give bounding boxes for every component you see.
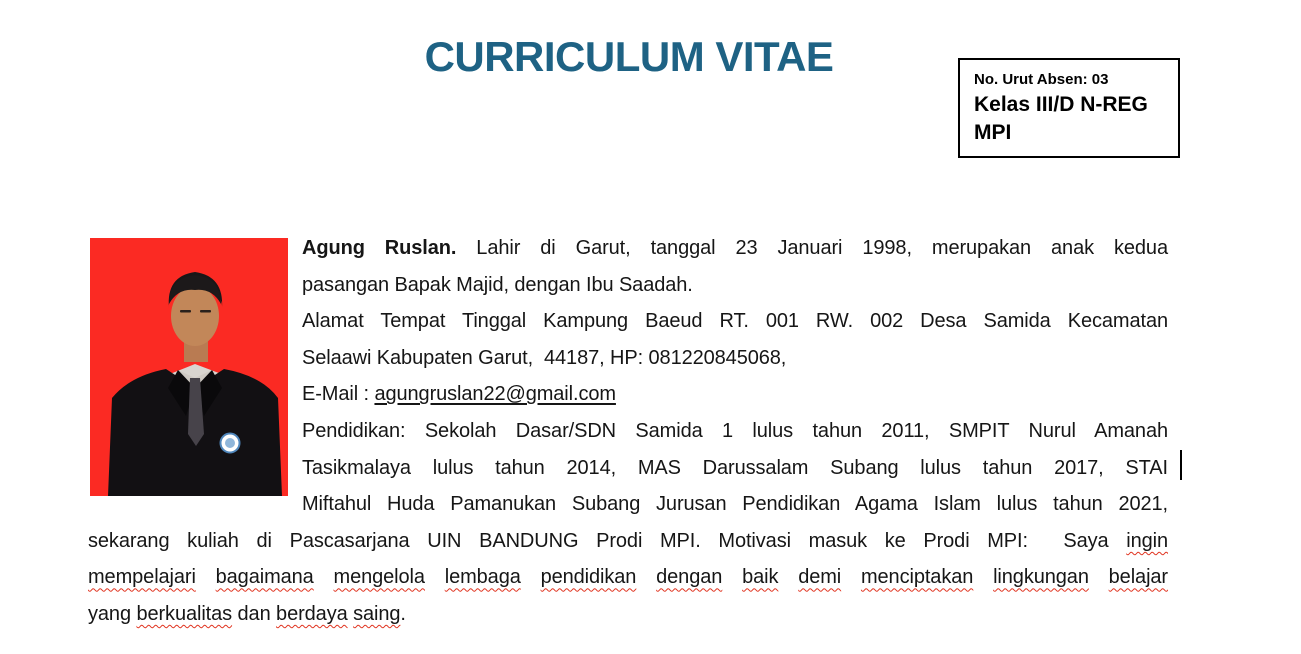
email-text: agungruslan22@gmail.com	[374, 383, 616, 406]
class-info-box	[958, 58, 1180, 158]
body-line	[88, 562, 1168, 598]
text-segment	[973, 566, 993, 588]
text-segment: Alamat Tempat Tinggal Kampung Baeud RT. 001 RW. 002 Desa Samida Kecamatan	[302, 310, 1168, 333]
misspelled-word: belajar	[1108, 566, 1168, 589]
profile-photo	[90, 238, 288, 496]
misspelled-word: pendidikan	[540, 566, 637, 589]
text-segment	[636, 566, 656, 588]
misspelled-word: demi	[798, 566, 842, 589]
body-line	[88, 599, 1168, 635]
portrait-photo-image	[90, 238, 288, 496]
text-segment: Agung Ruslan.	[302, 237, 457, 259]
program-name: MPI	[974, 121, 1012, 144]
text-segment: E-Mail :	[302, 383, 375, 406]
text-segment: Miftahul Huda Pamanukan Subang Jurusan Pendidikan Agama Islam lulus tahun 2021,	[302, 493, 1168, 516]
text-segment: pasangan Bapak Majid, dengan Ibu Saadah.	[302, 273, 693, 296]
text-segment	[314, 566, 334, 588]
misspelled-word: berkualitas	[136, 603, 233, 625]
body-line	[302, 343, 1168, 379]
body-line	[88, 526, 1168, 562]
class-name: Kelas III/D N-REG	[974, 93, 1148, 116]
body-line	[302, 306, 1168, 342]
text-segment: Tasikmalaya lulus tahun 2014, MAS Darussalam Subang lulus tahun 2017, STAI	[302, 456, 1168, 479]
text-segment: .	[400, 603, 406, 625]
body-line	[302, 489, 1168, 525]
misspelled-word: dengan	[656, 566, 723, 589]
misspelled-word: saing	[353, 603, 401, 625]
body-line	[302, 416, 1168, 452]
misspelled-word: bagaimana	[215, 566, 314, 589]
page-title: CURRICULUM VITAE	[424, 33, 834, 80]
misspelled-word: lingkungan	[993, 566, 1089, 589]
text-segment	[196, 566, 216, 588]
body-line	[302, 453, 1168, 489]
text-segment	[778, 566, 798, 588]
text-segment: Selaawi Kabupaten Garut, 44187, HP: 081220845068,	[302, 346, 787, 369]
text-segment	[1089, 566, 1109, 588]
text-segment	[722, 566, 742, 588]
text-segment: yang	[88, 603, 137, 625]
misspelled-word: mempelajari	[88, 566, 196, 589]
body-line	[302, 379, 1168, 415]
attendance-number: No. Urut Absen: 03	[974, 71, 1109, 88]
misspelled-word: ingin	[1126, 529, 1168, 552]
text-segment	[841, 566, 861, 588]
misspelled-word: mengelola	[333, 566, 425, 589]
misspelled-word: menciptakan	[860, 566, 974, 589]
misspelled-word: berdaya	[276, 603, 348, 625]
body-line	[302, 233, 1168, 269]
text-segment	[425, 566, 445, 588]
text-segment: Pendidikan: Sekolah Dasar/SDN Samida 1 lulus tahun 2011, SMPIT Nurul Amanah	[302, 420, 1168, 442]
text-segment	[521, 566, 541, 588]
text-segment: dan	[232, 603, 277, 625]
text-cursor[interactable]	[1180, 450, 1182, 480]
misspelled-word: lembaga	[444, 566, 521, 589]
body-line	[302, 270, 1168, 306]
text-segment: Lahir di Garut, tanggal 23 Januari 1998, merupakan anak kedua	[456, 237, 1168, 259]
misspelled-word: baik	[742, 566, 779, 589]
text-segment: sekarang kuliah di Pascasarjana UIN BANDUNG Prodi MPI. Motivasi masuk ke Prodi MPI: Saya	[88, 529, 1127, 552]
